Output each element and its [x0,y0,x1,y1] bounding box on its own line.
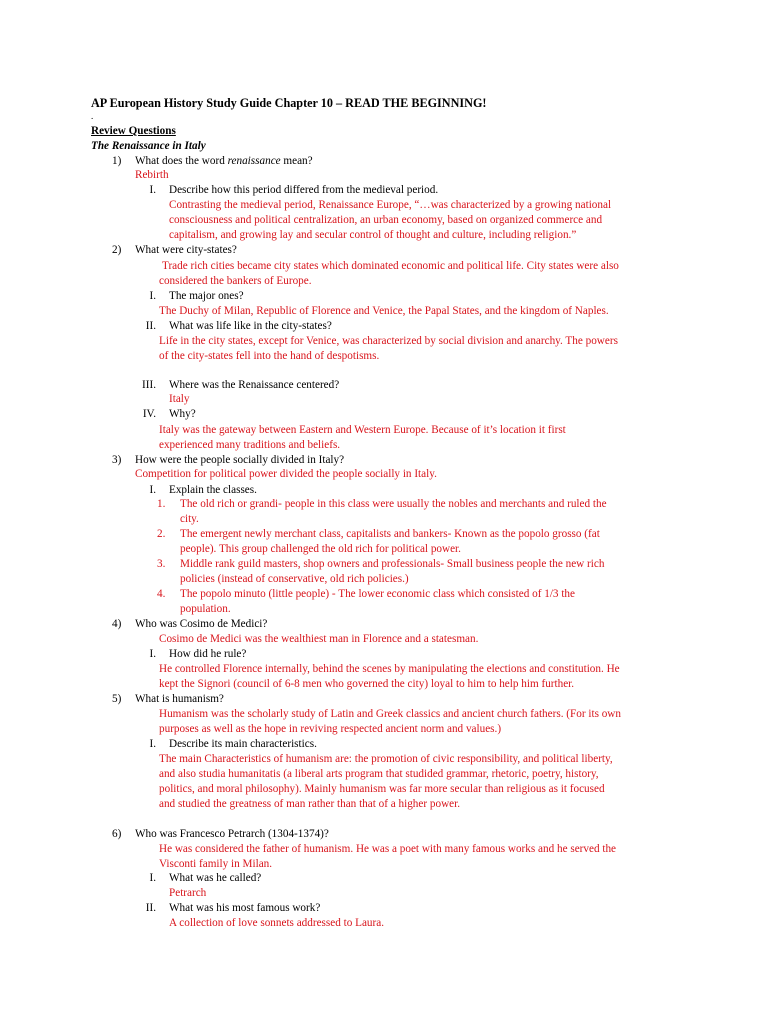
answer-text: Petrarch [169,887,207,899]
answer-text: and also studia humanitatis (a liberal arts program that studided grammar, rhetoric, poetry, history, [159,768,599,780]
answer-text: Visconti family in Milan. [159,858,273,870]
answer-text: politics, and moral philosophy). Mainly humanism was far more secular than religious as it focused [159,783,605,795]
subquestion-number: I. [149,484,156,496]
answer-text: population. [180,603,231,615]
subquestion-text: What was his most famous work? [169,902,321,914]
review-heading: Review Questions [91,125,176,137]
answer-text: Italy [169,393,190,405]
answer-text: city. [180,513,199,525]
question-number: 4) [112,618,122,630]
subquestion-text: Where was the Renaissance centered? [169,379,340,391]
question-number: 3) [112,454,122,466]
answer-text: capitalism, and growing lay and secular control of thought and culture, including religion.” [169,229,577,241]
question-text: Who was Francesco Petrarch (1304-1374)? [135,828,329,840]
subquestion-number: II. [145,320,156,332]
question-text: What does the word renaissance mean? [135,155,313,167]
answer-text: He controlled Florence internally, behind the scenes by manipulating the elections and constitution. He [159,663,620,675]
question-number: 1) [112,155,122,167]
section-heading: The Renaissance in Italy [91,140,206,152]
answer-text: consciousness and political centralization, an urban economy, based on organized commerce and [169,214,603,226]
subquestion-text: What was life like in the city-states? [169,320,332,332]
question-number: 5) [112,693,122,705]
answer-text: The Duchy of Milan, Republic of Florence and Venice, the Papal States, and the kingdom of Naples. [159,305,609,317]
answer-text: policies (instead of conservative, old rich policies.) [180,573,409,585]
answer-text: The old rich or grandi- people in this class were usually the nobles and merchants and ruled the [180,498,607,510]
subquestion-number: I. [149,872,156,884]
question-text: What were city-states? [135,244,237,256]
list-number: 1. [157,498,166,510]
answer-text: experienced many traditions and beliefs. [159,439,341,451]
answer-text: Humanism was the scholarly study of Latin and Greek classics and ancient church fathers. (For its own [159,708,621,720]
subquestion-number: I. [149,290,156,302]
answer-text: considered the bankers of Europe. [159,275,312,287]
subquestion-number: II. [145,902,156,914]
answer-text: Italy was the gateway between Eastern and Western Europe. Because of it’s location it first [159,424,566,436]
answer-text: A collection of love sonnets addressed to Laura. [169,917,384,929]
subquestion-number: I. [149,648,156,660]
answer-text: The emergent newly merchant class, capitalists and bankers- Known as the popolo grosso (fat [180,528,600,540]
answer-text: The popolo minuto (little people) - The lower economic class which consisted of 1/3 the [180,588,575,600]
answer-text: kept the Signori (council of 6-8 men who governed the city) loyal to him to help him further. [159,678,575,690]
subquestion-text: Explain the classes. [169,484,257,496]
subquestion-number: I. [149,738,156,750]
question-text: Who was Cosimo de Medici? [135,618,268,630]
list-number: 3. [157,558,166,570]
question-text: How were the people socially divided in Italy? [135,454,345,466]
list-number: 4. [157,588,166,600]
answer-text: Middle rank guild masters, shop owners and professionals- Small business people the new rich [180,558,605,570]
subquestion-number: IV. [142,408,156,420]
question-number: 6) [112,828,122,840]
answer-text: The main Characteristics of humanism are: the promotion of civic responsibility, and political liberty, [159,753,613,765]
answer-text: and studied the greatness of man rather than that of a higher power. [159,798,461,810]
answer-text: Life in the city states, except for Venice, was characterized by social division and anarchy. The powers [159,335,618,347]
subquestion-number: I. [149,184,156,196]
answer-text: purposes as well as the hope in reviving respected ancient norm and values.) [159,723,502,735]
question-number: 2) [112,244,122,256]
subquestion-text: Describe its main characteristics. [169,738,317,750]
answer-text: Trade rich cities became city states which dominated economic and political life. City states were also [162,260,619,272]
answer-text: Contrasting the medieval period, Renaissance Europe, “…was characterized by a growing national [169,199,612,211]
subquestion-text: Why? [169,408,196,420]
stray-dot: . [91,111,94,121]
subquestion-number: III. [142,379,156,391]
answer-text: Rebirth [135,169,169,181]
answer-text: Cosimo de Medici was the wealthiest man in Florence and a statesman. [159,633,479,645]
document-title: AP European History Study Guide Chapter 10 – READ THE BEGINNING! [91,96,487,110]
answer-text: Competition for political power divided the people socially in Italy. [135,468,437,480]
list-number: 2. [157,528,166,540]
subquestion-text: Describe how this period differed from the medieval period. [169,184,439,196]
question-text: What is humanism? [135,693,224,705]
subquestion-text: What was he called? [169,872,262,884]
answer-text: He was considered the father of humanism. He was a poet with many famous works and he served the [159,843,616,855]
answer-text: people). This group challenged the old rich for political power. [180,543,461,555]
subquestion-text: The major ones? [169,290,244,302]
subquestion-text: How did he rule? [169,648,247,660]
answer-text: of the city-states fell into the hand of despotisms. [159,350,380,362]
